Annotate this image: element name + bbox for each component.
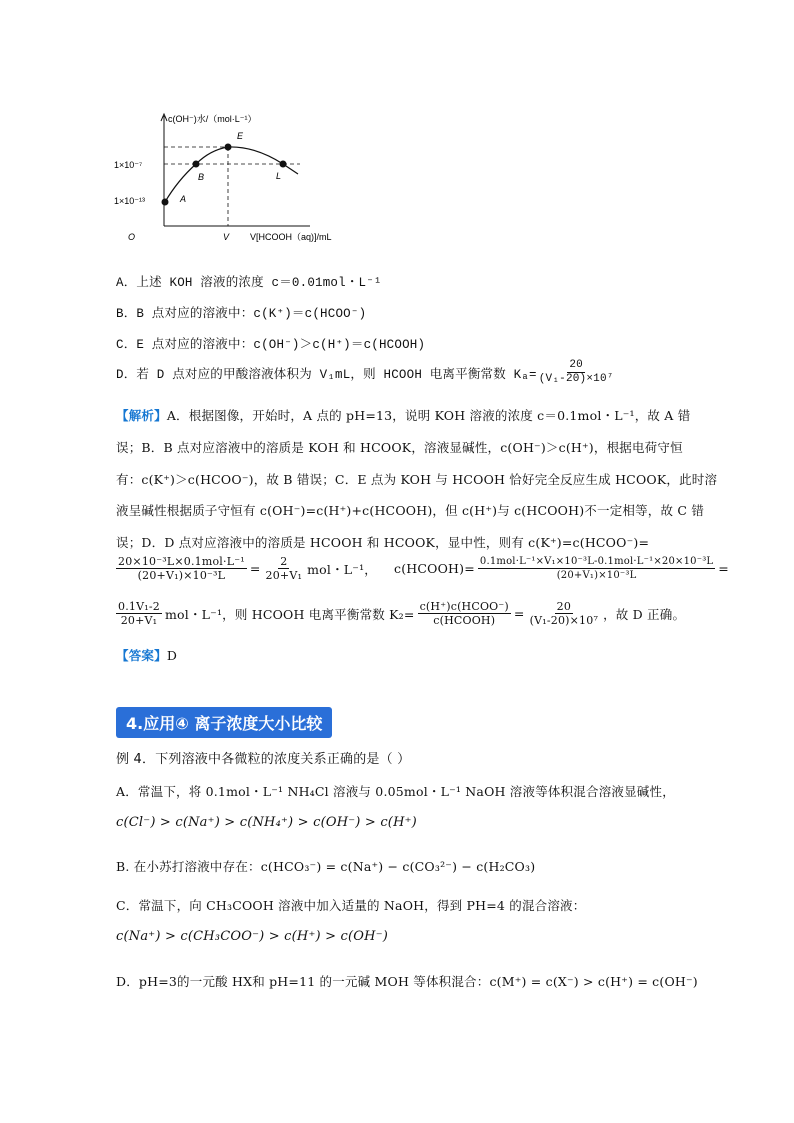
analysis-line-4: 液呈碱性根据质子守恒有 c(OH⁻)=c(H⁺)+c(HCOOH)，但 c(H⁺)与 c(HCOOH)不一定相等，故 C 错 [116,503,705,518]
option-b: B．B 点对应的溶液中：c(K⁺)＝c(HCOO⁻) [116,307,367,321]
analysis-tag: 【解析】 [116,408,167,423]
frac-3 [478,555,715,582]
graph-xV: V [223,232,230,242]
frac-2-num: 2 [280,555,288,568]
frac-6-den: (V₁-20)×10⁷ [529,614,599,627]
label-A: A [180,194,187,204]
section-banner: 4.应用④ 离子浓度大小比较 [116,707,332,738]
example-c-1: C．常温下，向 CH₃COOH 溶液中加入适量的 NaOH，得到 PH=4 的混合溶液： [116,898,586,913]
option-d-text: D．若 D 点对应的甲酸溶液体积为 V₁mL，则 HCOOH 电离平衡常数 Kₐ= [116,367,537,382]
analysis-line-2: 误；B．B 点对应溶液中的溶质是 KOH 和 HCOOK，溶液显碱性，c(OH⁻)＞c(H⁺)，根据电荷守恒 [116,440,683,455]
analysis-l1: A．根据图像，开始时，A 点的 pH=13，说明 KOH 溶液的浓度 c＝0.1mol・L⁻¹，故 A 错 [166,408,691,423]
frac-2-den: 20+V₁ [265,569,303,582]
unit-1: mol・L⁻¹， [307,561,377,577]
answer-value: D [166,648,178,663]
eq-2: = [513,606,525,621]
analysis-line-6 [116,555,729,582]
example-d: D．pH=3的一元酸 HX和 pH=11 的一元碱 MOH 等体积混合：c(M⁺) = c(X⁻) > c(H⁺) = c(OH⁻) [116,974,698,989]
frac-1-num: 20×10⁻³L×0.1mol·L⁻¹ [118,555,245,568]
point-A [162,199,169,206]
frac-3-den: (20+V₁)×10⁻³L [556,570,637,581]
frac-6 [528,600,600,627]
frac-5-num: c(H⁺)c(HCOO⁻) [419,600,509,613]
frac-5-den: c(HCOOH) [433,614,496,627]
eq-end: = [718,561,729,576]
frac-6-num: 20 [556,600,572,613]
frac-1-den: (20+V₁)×10⁻³L [137,569,226,582]
label-L: L [276,171,282,181]
eq-1: = [249,561,261,576]
point-E [225,144,232,151]
example-c-2: c(Na⁺) > c(CH₃COO⁻) > c(H⁺) > c(OH⁻) [116,929,389,944]
label-B: B [198,172,205,182]
option-d-num: 20 [569,359,583,371]
frac-2 [264,555,305,582]
answer-tag: 【答案】 [116,648,167,663]
analysis-line-1 [116,406,690,424]
option-d-fraction [537,359,616,386]
frac-1 [116,555,247,582]
frac-4 [116,600,162,627]
point-B [193,161,200,168]
option-d [116,359,616,386]
example-a-1: A．常温下，将 0.1mol・L⁻¹ NH₄Cl 溶液与 0.05mol・L⁻¹ NaOH 溶液等体积混合溶液显碱性， [116,784,675,799]
graph [110,108,350,248]
example-b: B. 在小苏打溶液中存在：c(HCO₃⁻) = c(Na⁺) − c(CO₃²⁻) − c(H₂CO₃) [116,859,536,874]
c-hcooh: c(HCOOH)= [394,561,475,576]
option-a: A．上述 KOH 溶液的浓度 c＝0.01mol・L⁻¹ [116,276,382,290]
frac-4-den: 20+V₁ [120,614,158,627]
graph-xlabel: V[HCOOH（aq)]/mL [250,232,332,242]
example-title: 例 4．下列溶液中各微粒的浓度关系正确的是（ ） [116,752,411,767]
point-L [280,161,287,168]
frac-5 [418,600,511,627]
frac-4-num: 0.1V₁-2 [118,600,160,613]
l7-end: ，故 D 正确。 [603,606,686,622]
graph-y2: 1×10⁻¹³ [114,196,146,206]
l7-mid: mol・L⁻¹，则 HCOOH 电离平衡常数 K₂= [164,606,415,622]
answer-line [116,646,177,664]
graph-origin: O [128,232,136,242]
option-d-den: (V₁-20)×10⁷ [538,373,614,385]
analysis-line-3: 有：c(K⁺)＞c(HCOO⁻)，故 B 错误；C．E 点为 KOH 与 HCOOH 恰好完全反应生成 HCOOK，此时溶 [116,472,718,487]
graph-y1: 1×10⁻⁷ [114,160,143,170]
example-a-2: c(Cl⁻) > c(Na⁺) > c(NH₄⁺) > c(OH⁻) > c(H⁺) [116,815,417,830]
analysis-line-7 [116,600,685,627]
graph-ylabel: c(OH⁻)水/（mol·L⁻¹） [168,114,257,124]
label-E: E [237,131,244,141]
analysis-line-5: 误；D．D 点对应溶液中的溶质是 HCOOH 和 HCOOK，显中性，则有 c(K⁺)=c(HCOO⁻)= [116,535,650,550]
frac-3-num: 0.1mol·L⁻¹×V₁×10⁻³L-0.1mol·L⁻¹×20×10⁻³L [479,556,714,567]
option-c: C．E 点对应的溶液中：c(OH⁻)＞c(H⁺)＝c(HCOOH) [116,338,426,352]
